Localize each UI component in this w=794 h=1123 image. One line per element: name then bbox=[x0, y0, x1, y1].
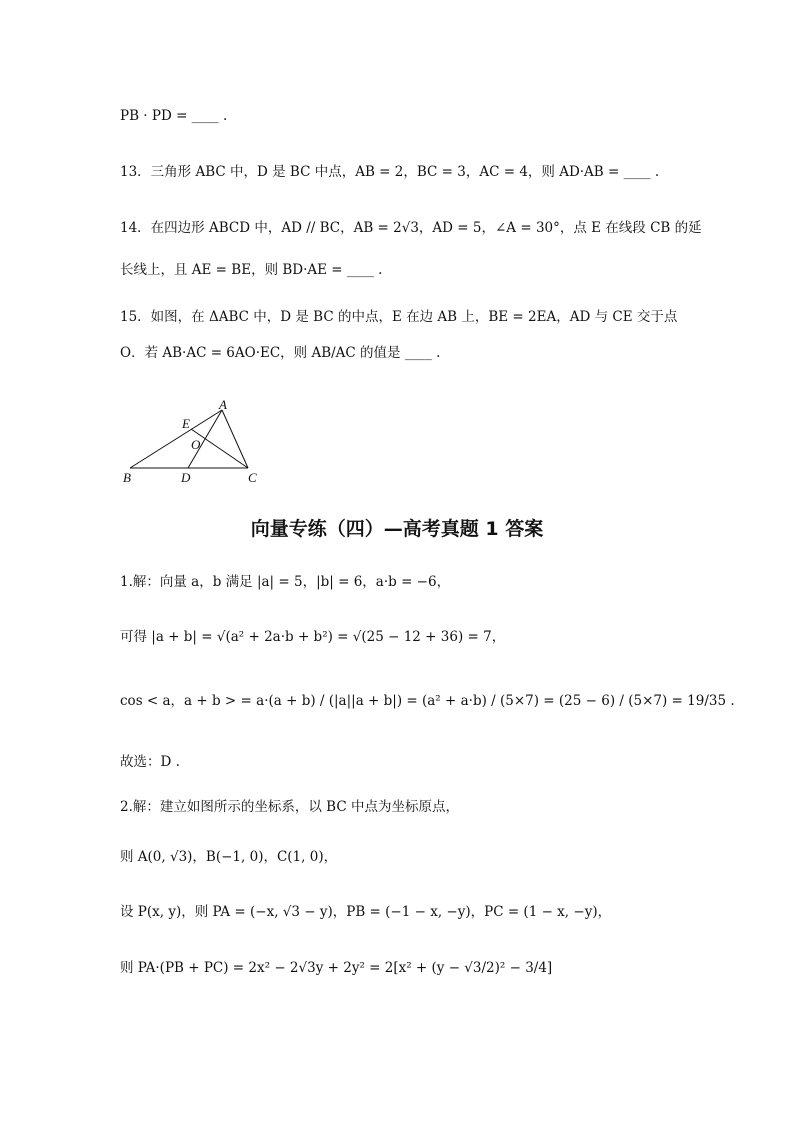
label-d: D bbox=[181, 470, 191, 485]
label-a: A bbox=[219, 398, 227, 412]
problem-12-tail: PB · PD = ____ . bbox=[120, 108, 228, 124]
problem-15-line-1: 15．如图，在 ΔABC 中，D 是 BC 的中点，E 在边 AB 上，BE = 2EA，AD 与 CE 交于点 bbox=[120, 309, 678, 325]
label-b: B bbox=[123, 470, 131, 485]
answer-1-line-3: cos < a，a + b > = a·(a + b) / (|a||a + b|) = (a² + a·b) / (5×7) = (25 − 6) / (5×7) = 19/35 . bbox=[120, 693, 735, 709]
problem-14-line-2: 长线上，且 AE = BE，则 BD·AE = ____ . bbox=[120, 262, 383, 278]
answer-2-line-4: 则 PA·(PB + PC) = 2x² − 2√3y + 2y² = 2[x² + (y − √3/2)² − 3/4] bbox=[120, 960, 553, 976]
problem-13: 13．三角形 ABC 中，D 是 BC 中点，AB = 2，BC = 3，AC = 4，则 AD·AB = ____ . bbox=[120, 164, 660, 180]
problem-14-line-1: 14．在四边形 ABCD 中，AD // BC，AB = 2√3，AD = 5，∠A = 30°，点 E 在线段 CB 的延 bbox=[120, 220, 702, 236]
label-o: O bbox=[191, 437, 201, 452]
answer-2-line-2: 则 A(0, √3)，B(−1, 0)，C(1, 0)， bbox=[120, 849, 338, 865]
answer-2-line-3: 设 P(x, y)，则 PA = (−x, √3 − y)，PB = (−1 − x, −y)，PC = (1 − x, −y)， bbox=[120, 904, 612, 920]
answer-2-line-1: 2.解：建立如图所示的坐标系，以 BC 中点为坐标原点， bbox=[120, 799, 459, 815]
problem-15-line-2: O．若 AB·AC = 6AO·EC，则 AB/AC 的值是 ____ . bbox=[120, 345, 441, 361]
answers-title: 向量专练（四）—高考真题 1 答案 bbox=[250, 518, 544, 540]
label-c: C bbox=[248, 470, 257, 485]
answer-1-line-1: 1.解：向量 a，b 满足 |a| = 5，|b| = 6，a·b = −6， bbox=[120, 574, 451, 590]
triangle-figure bbox=[118, 398, 278, 490]
answer-1-line-4: 故选：D . bbox=[120, 754, 180, 770]
answer-1-line-2: 可得 |a + b| = √(a² + 2a·b + b²) = √(25 − 12 + 36) = 7， bbox=[120, 629, 506, 645]
label-e: E bbox=[182, 416, 190, 431]
segment-ba bbox=[130, 410, 222, 468]
